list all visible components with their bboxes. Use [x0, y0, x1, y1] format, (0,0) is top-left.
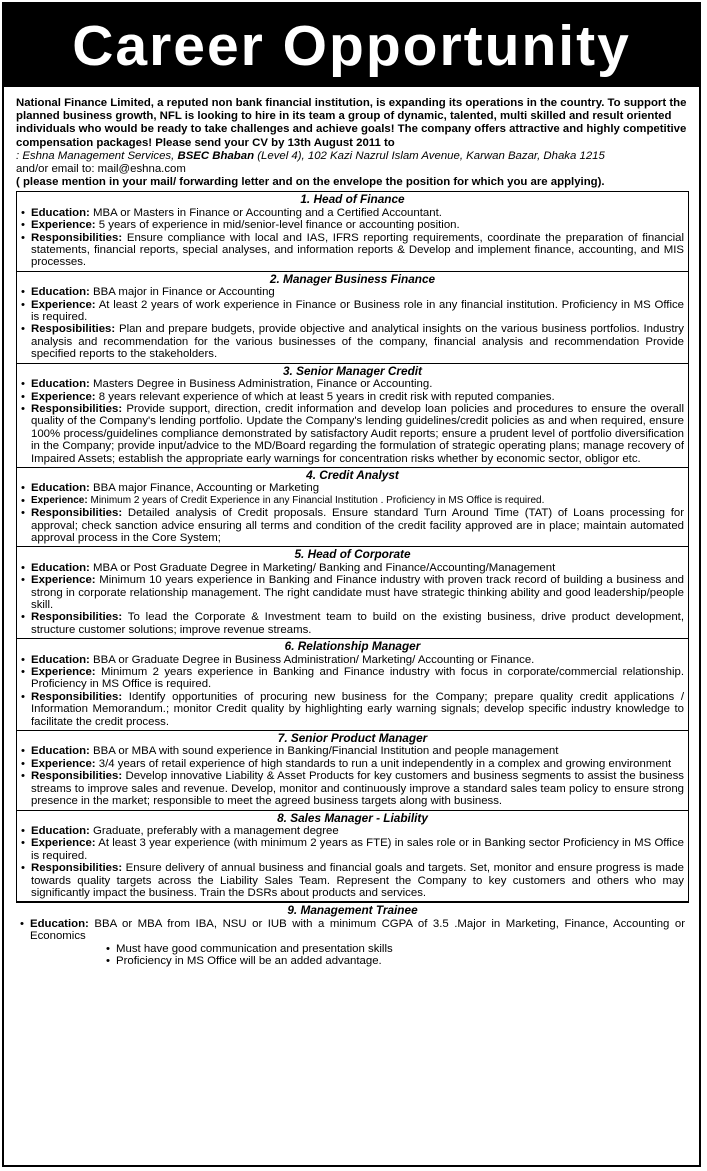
sub-requirement-text: Proficiency in MS Office will be an added advantage.: [116, 954, 382, 967]
requirement-label: Resposibilities:: [31, 323, 116, 336]
job-section: [16, 191, 689, 271]
requirement-label: Experience:: [31, 757, 96, 770]
job-section: [16, 468, 689, 547]
job-title: 2. Manager Business Finance: [269, 271, 436, 286]
requirement-label: Experience:: [31, 574, 96, 587]
job-title: 8. Sales Manager - Liability: [277, 810, 428, 825]
requirement-label: Experience:: [31, 390, 96, 403]
requirement-label: Education:: [31, 378, 90, 391]
requirement-item: [21, 232, 684, 269]
requirement-text: [31, 770, 684, 807]
job-section: [16, 639, 689, 731]
requirement-item: [21, 770, 684, 807]
requirement-item: [21, 286, 684, 298]
requirement-item: [21, 758, 684, 770]
requirement-body: BBA or MBA with sound experience in Banking/Financial Institution and people management: [93, 745, 559, 758]
bullet-icon: •: [21, 298, 25, 311]
bullet-icon: •: [21, 862, 25, 875]
requirement-body: Ensure compliance with local and IAS, IFRS reporting requirements, coordinate the preparation of financial statements, financial reports, special analyses, and information reports & Develop and implement finance, accounting, and MIS processes.: [31, 231, 685, 269]
requirement-item: [21, 691, 684, 728]
requirement-text: [31, 391, 684, 403]
bullet-icon: •: [21, 653, 25, 666]
job-title: 7. Senior Product Manager: [277, 731, 428, 746]
requirement-item: [21, 825, 684, 837]
bullet-icon: •: [21, 323, 25, 336]
requirement-item: [21, 378, 684, 390]
requirement-label: Education:: [30, 917, 89, 930]
requirement-label: Education:: [31, 745, 90, 758]
email-line: and/or email to: mail@eshna.com: [16, 163, 186, 176]
requirement-label: Experience:: [31, 219, 96, 232]
requirement-body: BBA or Graduate Degree in Business Administration/ Marketing/ Accounting or Finance.: [93, 653, 535, 666]
bullet-icon: •: [21, 231, 25, 244]
requirement-body: 3/4 years of retail experience of high standards to run a unit independently in a complex and growing environment: [98, 757, 672, 770]
requirement-body: Minimum 2 years of Credit Experience in any Financial Institution . Proficiency in MS Office is required.: [90, 494, 545, 506]
requirement-item: [21, 562, 684, 574]
requirement-text: [31, 299, 684, 324]
requirement-item: [21, 219, 684, 231]
bullet-icon: •: [21, 494, 25, 507]
bullet-icon: •: [21, 507, 25, 520]
job-title: 4. Credit Analyst: [306, 467, 399, 482]
bullet-icon: •: [21, 574, 25, 587]
requirement-item: [21, 666, 684, 691]
bullet-icon: •: [21, 561, 25, 574]
requirement-item: [21, 654, 684, 666]
requirement-text: [31, 495, 684, 507]
requirement-item: [21, 391, 684, 403]
requirement-label: Responsibilities:: [31, 507, 123, 520]
requirement-item: [21, 299, 684, 324]
address-prefix: : Eshna Management Services,: [16, 149, 175, 162]
requirement-item: [21, 611, 684, 636]
address: [16, 150, 689, 163]
requirement-text: [31, 482, 684, 494]
bullet-icon: •: [21, 666, 25, 679]
requirement-item: [21, 745, 684, 757]
requirement-body: Detailed analysis of Credit proposals. Ensure standard Turn Around Time (TAT) of Loans processing for approval; check sanction advice ensuring all terms and condition of the credit facility approved are in place; maintain automated approval process in the Core System;: [31, 507, 684, 544]
requirement-body: Minimum 10 years experience in Banking and Finance industry with proven track record of building a business and strong in corporate relationship management. The right candidate must have strategic thinking ability and good leadership/people skill.: [31, 574, 684, 612]
requirement-body: MBA or Masters in Finance or Accounting and a Certified Accountant.: [93, 206, 442, 219]
requirement-body: 5 years of experience in mid/senior-level finance or accounting position.: [98, 219, 460, 232]
requirement-text: [31, 862, 684, 899]
sub-requirement-text: Must have good communication and presentation skills: [116, 942, 393, 955]
bullet-icon: •: [21, 837, 25, 850]
bullet-icon: •: [21, 745, 25, 758]
requirement-item: [21, 207, 684, 219]
bullet-icon: •: [21, 482, 25, 495]
requirement-body: 8 years relevant experience of which at least 5 years in credit risk with reputed companies.: [98, 390, 555, 403]
requirement-label: Responsibilities:: [31, 231, 123, 244]
bullet-icon: •: [21, 219, 25, 232]
requirement-text: [31, 691, 684, 728]
requirement-text: [31, 758, 684, 770]
bullet-icon: •: [21, 378, 25, 391]
requirement-label: Education:: [31, 482, 90, 495]
bullet-icon: •: [21, 690, 25, 703]
requirement-item: [21, 862, 684, 899]
requirement-body: Plan and prepare budgets, provide objective and analytical insights on the various business portfolios. Industry analysis and recommendation for the various businesses of the company, financial analysis and recommendation Provide specified reports to the stakeholders.: [31, 323, 684, 361]
page-title: Career Opportunity: [4, 4, 699, 87]
bullet-icon: •: [106, 942, 110, 955]
requirement-item: [21, 482, 684, 494]
requirement-label: Experience:: [31, 298, 96, 311]
advertisement: [2, 2, 701, 1167]
requirement-label: Education:: [31, 824, 90, 837]
requirement-text: [31, 207, 684, 219]
job-title: 5. Head of Corporate: [294, 547, 411, 562]
bullet-icon: •: [21, 824, 25, 837]
requirement-label: Responsibilities:: [31, 611, 123, 624]
requirement-item: [21, 507, 684, 544]
intro-section: [4, 87, 699, 191]
bullet-icon: •: [21, 286, 25, 299]
bullet-icon: •: [21, 390, 25, 403]
requirement-text: [31, 507, 684, 544]
requirement-body: Masters Degree in Business Administration, Finance or Accounting.: [93, 378, 433, 391]
requirement-item: [20, 918, 685, 943]
requirement-item: [21, 403, 684, 465]
requirement-body: BBA major Finance, Accounting or Marketing: [93, 482, 320, 495]
requirement-text: [30, 918, 685, 943]
requirement-item: [21, 837, 684, 862]
address-building: BSEC Bhaban: [177, 149, 255, 162]
bullet-icon: •: [20, 917, 24, 930]
requirement-text: [31, 574, 684, 611]
job-section: [16, 547, 689, 639]
requirement-body: Develop innovative Liability & Asset Products for key customers and business segments to assist the business streams to improve sales and revenue. Develop, monitor and continuously improve a standard sales team policy to ensure strong presence in the market; responsible to meet the agreed business targets along with business.: [31, 770, 684, 808]
requirement-text: [31, 654, 684, 666]
requirement-body: Ensure delivery of annual business and financial goals and targets. Set, monitor and ensure progress is made towards quality targets across the Liability Sales Team. Represent the Company to key customers and others who may significantly impact the business. Train the DSRs about products and services.: [31, 862, 684, 899]
requirement-body: At least 3 year experience (with minimum 2 years as FTE) in sales role or in Banking sector Proficiency in MS Office is required.: [31, 837, 684, 862]
job-section: [16, 902, 689, 969]
bullet-icon: •: [21, 757, 25, 770]
requirement-body: BBA or MBA from IBA, NSU or IUB with a minimum CGPA of 3.5 .Major in Marketing, Finance, Accounting or Economics: [30, 917, 685, 943]
requirement-label: Experience:: [31, 666, 96, 679]
requirement-body: Identify opportunities of procuring new business for the Company; prepare quality credit applications / Information Memorandum.; monitor Credit quality by highlighting early warning signals; develop specific industry knowledge to facilitate the credit process.: [31, 690, 684, 728]
requirement-item: [21, 323, 684, 360]
requirement-label: Responsibilities:: [31, 770, 123, 783]
requirement-text: [31, 825, 684, 837]
job-title: 9. Management Trainee: [287, 903, 418, 918]
sub-requirement-item: [20, 943, 685, 955]
requirement-body: Minimum 2 years experience in Banking and Finance industry with focus in corporate/commercial relationship. Proficiency in MS Office is required.: [31, 666, 684, 691]
requirement-label: Education:: [31, 206, 90, 219]
address-rest: (Level 4), 102 Kazi Nazrul Islam Avenue, Karwan Bazar, Dhaka 1215: [257, 149, 605, 162]
job-title: 3. Senior Manager Credit: [283, 363, 422, 378]
requirement-item: [21, 495, 684, 507]
job-title: 6. Relationship Manager: [284, 639, 421, 654]
requirement-label: Responsibilities:: [31, 690, 123, 703]
requirement-text: [31, 219, 684, 231]
requirement-body: At least 2 years of work experience in Finance or Business role in any financial institution. Proficiency in MS Office is required.: [31, 298, 685, 324]
requirement-label: Responsibilities:: [31, 862, 123, 875]
requirement-label: Responsibilities:: [31, 402, 123, 415]
requirement-label: Education:: [31, 653, 90, 666]
requirement-text: [31, 666, 684, 691]
requirement-text: [31, 286, 684, 298]
intro-text: National Finance Limited, a reputed non bank financial institution, is expanding its operations in the country. To support the planned business growth, NFL is looking to hire in its team a group of dynamic, talented, multi skilled and result oriented individuals who would be ready to take challenges and achieve goals! The company offers attractive and highly competitive compensation packages! Please send your CV by 13th August 2011 to: [16, 97, 687, 149]
job-section: [16, 731, 689, 810]
requirement-body: BBA major in Finance or Accounting: [93, 286, 275, 299]
requirement-item: [21, 574, 684, 611]
bullet-icon: •: [21, 402, 25, 415]
requirement-text: [31, 837, 684, 862]
requirement-text: [31, 403, 684, 465]
requirement-label: Experience:: [31, 494, 88, 506]
requirement-label: Education:: [31, 561, 90, 574]
requirement-text: [31, 745, 684, 757]
job-section: [16, 811, 689, 903]
requirement-text: [31, 562, 684, 574]
requirement-text: [31, 323, 684, 360]
requirement-body: Provide support, direction, credit information and develop loan policies and procedures to ensure the overall quality of the Company's lending portfolio. Update the Company's lending guidelines/credit policies as and when required, ensure 100% process/guidelines compliance demonstrated by satisfactory Audit reports; ensure a prudent level of portfolio diversification in the Company; provide input/advice to the MD/Board regarding the formulation of strategic operating plans; manage recovery of Impaired Assets; establish the appropriate early warnings for concentration risks whether by economic sector, obligor etc.: [31, 402, 684, 465]
requirement-label: Education:: [31, 286, 90, 299]
requirement-body: Graduate, preferably with a management degree: [93, 824, 339, 837]
bullet-icon: •: [21, 206, 25, 219]
requirement-label: Experience:: [31, 837, 96, 850]
requirement-body: To lead the Corporate & Investment team to build on the existing business, drive product development, structure customer solutions; improve revenue streams.: [31, 611, 684, 636]
job-section: [16, 272, 689, 364]
requirement-text: [31, 378, 684, 390]
bullet-icon: •: [106, 954, 110, 967]
requirement-body: MBA or Post Graduate Degree in Marketing/ Banking and Finance/Accounting/Management: [93, 561, 556, 574]
bullet-icon: •: [21, 770, 25, 783]
job-section: [16, 364, 689, 468]
sub-requirement-item: [20, 955, 685, 967]
requirement-text: [31, 611, 684, 636]
job-list: [4, 191, 699, 969]
bullet-icon: •: [21, 611, 25, 624]
requirement-text: [31, 232, 684, 269]
application-note: ( please mention in your mail/ forwarding letter and on the envelope the position for which you are applying).: [16, 176, 605, 189]
job-title: 1. Head of Finance: [300, 192, 405, 207]
